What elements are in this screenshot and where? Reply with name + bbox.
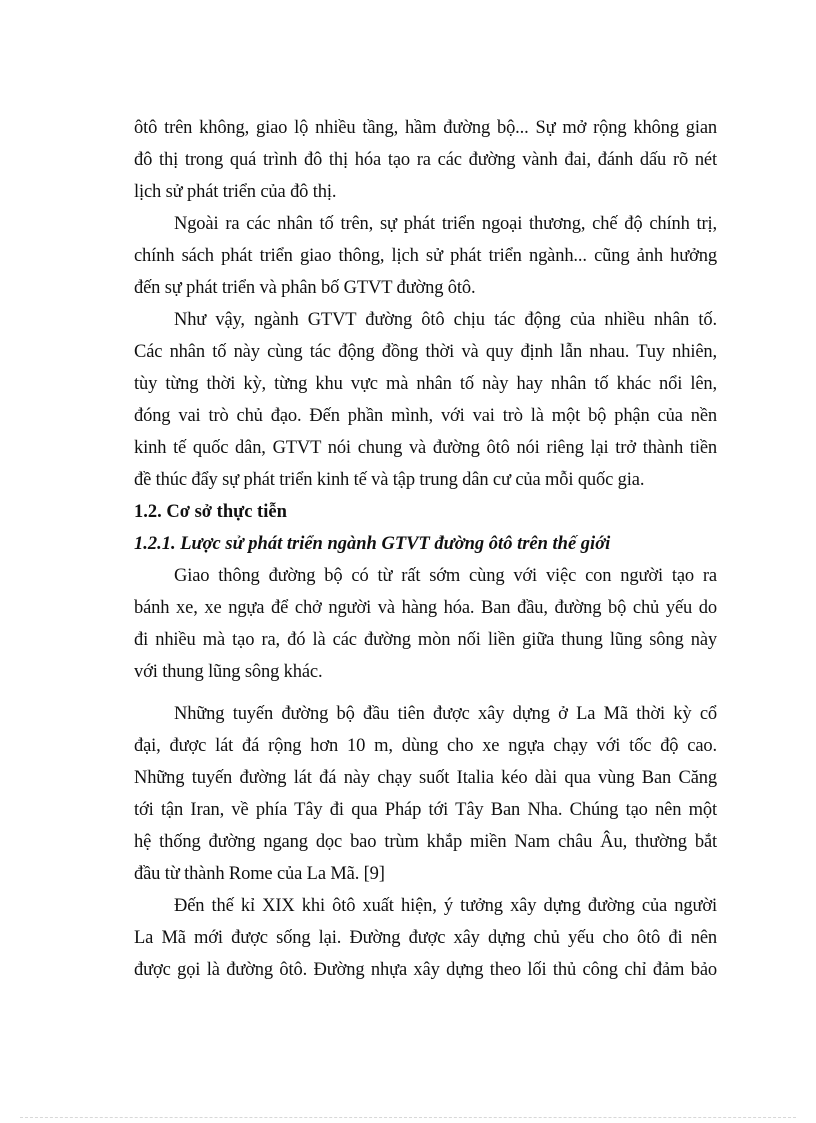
text-line: đóng vai trò chủ đạo. Đến phần mình, với vai trò là một bộ phận của nền bbox=[134, 406, 717, 426]
text-line: Những tuyến đường lát đá này chạy suốt Italia kéo dài qua vùng Ban Căng bbox=[134, 768, 717, 788]
text-line: đi nhiều mà tạo ra, đó là các đường mòn nối liền giữa thung lũng sông này bbox=[134, 630, 717, 650]
text-line: đề thúc đẩy sự phát triển kinh tế và tập trung dân cư của mỗi quốc gia. bbox=[134, 470, 645, 490]
text-line: đô thị trong quá trình đô thị hóa tạo ra các đường vành đai, đánh dấu rõ nét bbox=[134, 150, 717, 170]
text-line: Như vậy, ngành GTVT đường ôtô chịu tác động của nhiều nhân tố. bbox=[174, 310, 717, 330]
subsection-heading: 1.2.1. Lược sử phát triển ngành GTVT đường ôtô trên thế giới bbox=[134, 534, 611, 554]
text-line: Ngoài ra các nhân tố trên, sự phát triển ngoại thương, chế độ chính trị, bbox=[174, 214, 717, 234]
text-line: được gọi là đường ôtô. Đường nhựa xây dựng theo lối thủ công chỉ đảm bảo bbox=[134, 960, 717, 980]
text-line: đến sự phát triển và phân bố GTVT đường ôtô. bbox=[134, 278, 476, 298]
text-line: La Mã mới được sống lại. Đường được xây dựng chủ yếu cho ôtô đi nên bbox=[134, 928, 717, 948]
text-line: hệ thống đường ngang dọc bao trùm khắp miền Nam châu Âu, thường bắt bbox=[134, 832, 717, 852]
text-line: ôtô trên không, giao lộ nhiều tầng, hầm đường bộ... Sự mở rộng không gian bbox=[134, 118, 717, 138]
text-line: đại, được lát đá rộng hơn 10 m, dùng cho xe ngựa chạy với tốc độ cao. bbox=[134, 736, 717, 756]
section-paragraph-1 bbox=[134, 560, 717, 688]
paragraph-1 bbox=[134, 112, 717, 208]
paragraph-3 bbox=[134, 304, 717, 496]
text-line: kinh tế quốc dân, GTVT nói chung và đường ôtô nói riêng lại trở thành tiền bbox=[134, 438, 717, 458]
text-line: tùy từng thời kỳ, từng khu vực mà nhân tố này hay nhân tố khác nổi lên, bbox=[134, 374, 717, 394]
text-line: chính sách phát triển giao thông, lịch sử phát triển ngành... cũng ảnh hưởng bbox=[134, 246, 717, 266]
page-bottom-divider bbox=[20, 1117, 796, 1118]
text-line: Các nhân tố này cùng tác động đồng thời và quy định lẫn nhau. Tuy nhiên, bbox=[134, 342, 717, 362]
text-line: đầu từ thành Rome của La Mã. [9] bbox=[134, 864, 385, 884]
text-line: Đến thế kỉ XIX khi ôtô xuất hiện, ý tưởng xây dựng đường của người bbox=[174, 896, 717, 916]
page-content bbox=[134, 112, 717, 986]
text-line: Những tuyến đường bộ đầu tiên được xây dựng ở La Mã thời kỳ cổ bbox=[174, 704, 717, 724]
section-paragraph-2 bbox=[134, 698, 717, 890]
text-line: Giao thông đường bộ có từ rất sớm cùng với việc con người tạo ra bbox=[174, 566, 717, 586]
text-line: bánh xe, xe ngựa để chở người và hàng hóa. Ban đầu, đường bộ chủ yếu do bbox=[134, 598, 717, 618]
text-line: lịch sử phát triển của đô thị. bbox=[134, 182, 337, 202]
paragraph-2 bbox=[134, 208, 717, 304]
paragraph-spacer bbox=[134, 688, 717, 698]
section-heading: 1.2. Cơ sở thực tiễn bbox=[134, 502, 287, 522]
text-line: tới tận Iran, về phía Tây đi qua Pháp tới Tây Ban Nha. Chúng tạo nên một bbox=[134, 800, 717, 820]
section-paragraph-3 bbox=[134, 890, 717, 986]
text-line: với thung lũng sông khác. bbox=[134, 662, 323, 682]
